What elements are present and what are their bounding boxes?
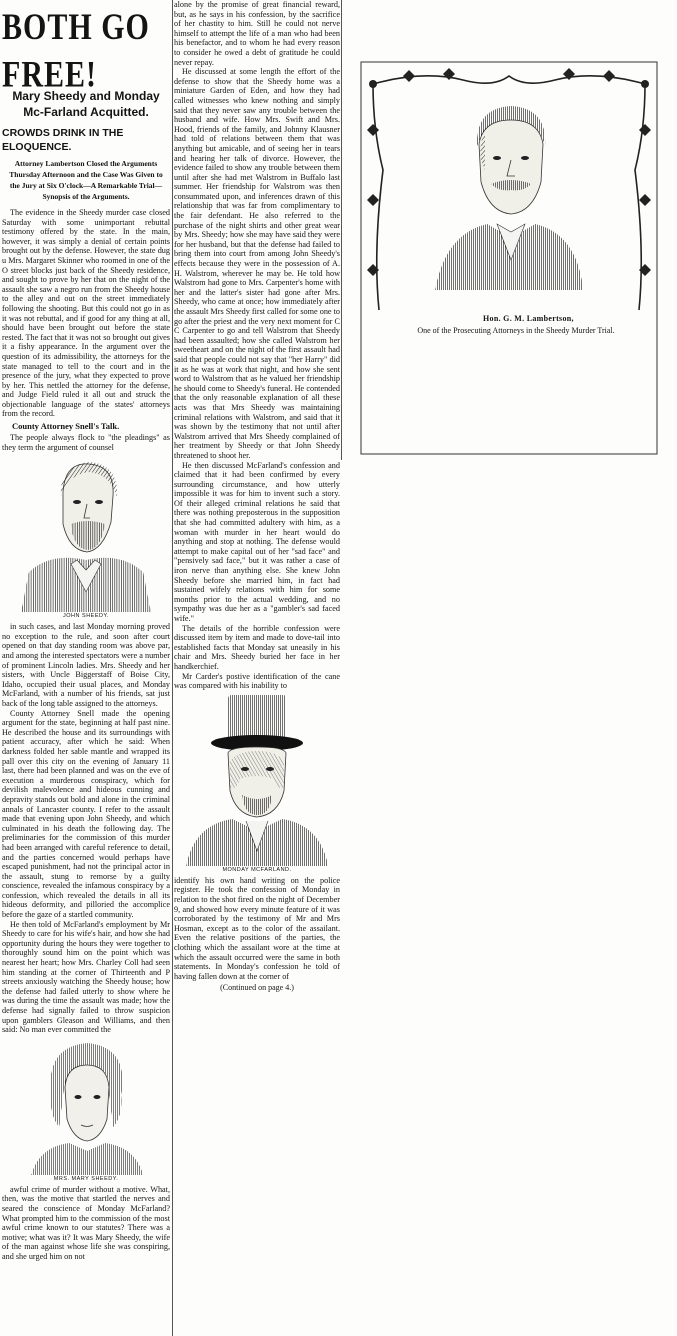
mary-sheedy-portrait [21, 1035, 151, 1175]
continued-note: (Continued on page 4.) [220, 983, 294, 993]
column-2 [174, 0, 340, 1025]
deck: Attorney Lambertson Closed the Arguments Thursday Afternoon and the Case Was Given to the Jury at Six O'clock—A Remarkable Trial—Synopsis of the Arguments. [9, 159, 163, 201]
lambertson-portrait [429, 100, 589, 290]
snell-talk-subhead: County Attorney Snell's Talk. [12, 421, 120, 432]
subheadline: Mary Sheedy and Monday Mc-Farland Acquitted. [12, 89, 160, 119]
col1-paragraph-3: in such cases, and last Monday morning proved no exception to the rule, and soon after court opened on that day standing room was above par, and among the interested spectators were a number of prominent Lincoln ladies. Mrs. Sheedy and her sisters, with Uncle Biggerstaff of Boise City, Idaho, occupied their usual places, and Monday McFarland, with a number of his friends, sat just back of the long table assigned to the attorneys. [2, 622, 170, 708]
lambertson-caption-desc: One of the Prosecuting Attorneys in the Sheedy Murder Trial. [417, 326, 615, 335]
column-1 [2, 0, 170, 1336]
col1-paragraph-5: He then told of McFarland's employment by Mr Sheedy to care for his wife's hair, and how she had opportunity during the hours they were together to thoroughly sound him on the point which was nearest her heart; how Mrs. Charley Coll had seen him standing at the corner of Thirteenth and P streets anxiously watching the Sheedy house; how the defense had failed utterly to show where he was during the time the assault was made; how the defense had signally failed to throw suspicion upon gamblers Gleason and Williams, and then said: No man ever committed the [2, 919, 170, 1035]
crowds-headline: CROWDS DRINK IN THE ELOQUENCE. [2, 127, 124, 153]
john-sheedy-portrait [11, 452, 161, 612]
lambertson-caption-name: Hon. G. M. Lambertson, [483, 314, 574, 323]
col1-paragraph-2: The people always flock to "the pleadings" as they term the argument of counsel [2, 433, 170, 452]
headline: BOTH GO FREE! [2, 6, 150, 96]
col2-paragraph-5: Mr Carder's postive identification of the cane was compared with his inability to [174, 671, 340, 691]
column-3 [343, 0, 675, 460]
monday-mcfarland-portrait [182, 691, 332, 866]
column-rule-1 [172, 0, 173, 1336]
mary-sheedy-caption: MRS. MARY SHEEDY. [53, 1175, 119, 1182]
col2-paragraph-2: He discussed at some length the effort of the defense to show that the Sheedy home was a miniature Garden of Eden, and how they had called witnesses who knew nothing and simply said that they never saw any trouble between the husband and wife. How Mrs. Swift and Mrs. Hood, friends of the family, and Johnny Klausner had told of relations between them that was anything but amicable, and of seeing her in tears and hearing her talk of divorce. However, the evidence failed to show any trouble between them until after she had met Walstrom in Buffalo last summer. Her friendship for Walstrom was then consummated upon, and inferences drawn of this relationship that was far from complimentary to the fair defendant. He also referred to the purchase of the night shirts and other great wear by Mrs. Sheedy; how she may have said they were for her husband, but that the defense had failed to bring them into court from among John Sheedy's effects because they were in the possession of A. H. Walstrom, wherever he may be. He told how Walstrom had gone to Mrs. Carpenter's home with her and the latter's sister had gone after Mrs. Sheedy, who came at once; how immediately after the assault Mrs Sheedy first called for some one to go after the priest and the very next moment for C C Carpenter to go and tell Walstrom that Sheedy had been assaulted; how she called Walstrom her sweetheart and on the night of the first assault had said that people could not say that "her Harry" did it as he was at work that night, and how she sent word to Walstrom that as he valued her friendship he should come to Sheedy's funeral. He contended that the only reasonable explanation of all these acts was that Mrs Sheedy was maintaining criminal relations with Walstrom, and said that it was shown by the testimony that not until after Walstrom arrived that Mrs Sheedy complained of her treatment by Sheedy or that John Sheedy threatened to shoot her. [174, 67, 340, 460]
col2-paragraph-4: The details of the horrible confession were discussed item by item and made to dove-tail into established facts that Monday sat uneasily in his chair and Mrs. Sheedy buried her face in her handkerchief. [174, 623, 340, 671]
column-rule-2 [341, 0, 342, 460]
col2-paragraph-3: He then discussed McFarland's confession and claimed that it had been confirmed by every surrounding circumstance, and how utterly impossible it was for him to invent such a story. Of their alleged criminal relations he said that there was nothing preposterous in the supposition that she had committed adultery with him, as a woman with murder in her heart would do anything and stop at nothing. The defense would attempt to make capital out of her "sad face" and "pensively sad face," but it was rather a case of iron nerve than anything else. She knew John Sheedy before she married him, in fact had sustained wifely relations with him for some months prior to the actual wedding, and no sympathy was due her as a "gambler's sad faced wife." [174, 460, 340, 623]
col2-paragraph-6: identify his own hand writing on the police register. He took the confession of Monday in relation to the shot fired on the night of December 9, and showed how every minute feature of it was corroborated by the testimony of Mr and Mrs Hosman, except as to the color of the assailant. Even the relative positions of the parties, the clothing which the assailant wore at the time at which the assault occurred were the same in both statements. In Monday's confession he told of having fallen down at the corner of [174, 875, 340, 981]
col1-paragraph-1: The evidence in the Sheedy murder case closed Saturday with some unimportant rebuttal testimony offered by the state. In the main, however, it was simply a denial of certain points brought out by the defense. However, the state dug u Mrs. Margaret Skinner who roomed in one of the O street blocks just back of the Sheedy residence, and sought to prove by her that on the night of the assault she saw a negro run from the Sheedy house to the alley and out on the street immediately following the shooting. But this could not go in as it was not rebuttal, and if good for any thing at all, should have been brought out before the state rested. The fact that it was not so brought out gives it a fishy appearance. In the argument over the question of its admissibility, the attorneys for the state managed to tell to the court and in the presence of the jury, what they expected to prove by her. This nettled the attorney for the defense, and Judge Field ruled it all out and struck the objectionable language of the states' attorneys from the record. [2, 208, 170, 419]
john-sheedy-caption: JOHN SHEEDY. [63, 613, 109, 620]
col1-paragraph-6: awful crime of murder without a motive. What, then, was the motive that startled the nerves and seared the conscience of Monday McFarland? What prompted him to the commission of the most awful crime known to our statutes? There was a motive; what was it? It was Mary Sheedy, the wife of the man against whose life she was conspiring, and she urged him on not [2, 1184, 170, 1261]
col2-paragraph-1: alone by the promise of great financial reward, but, as he says in his confession, by the sacrifice of her chastity to him. Still he could not nerve himself to attempt the life of a man who had been his benefactor, and to whom he had every reason to consider he owed a debt of gratitude he could never repay. [174, 0, 340, 67]
col1-paragraph-4: County Attorney Snell made the opening argument for the state, beginning at half past nine. He described the house and its surroundings with patient accuracy, after which he said: When darkness folded her sable mantle and wrapped its pall over this city on the evening of January 11 last, there had been planned and was on the eve of execution a murderous conspiracy, which for devilish malevolence and hideous cunning and depravity stands out bold and alone in the criminal annals of Lancaster county. I refer to the assault made that evening upon John Sheedy, and which culminated in his death the following day. The preliminaries for the commission of this murder had been arranged with careful reference to detail, and the parties concerned would perhaps have escaped punishment, had not the principal actor in the assault, stung to remorse by a guilty conscience, revealed the infamous conspiracy by a confession, which revealed the details in all its hideous deformity, and pilloried the accomplice before the gaze of a startled community. [2, 708, 170, 920]
monday-mcfarland-caption: MONDAY MCFARLAND. [222, 866, 292, 873]
